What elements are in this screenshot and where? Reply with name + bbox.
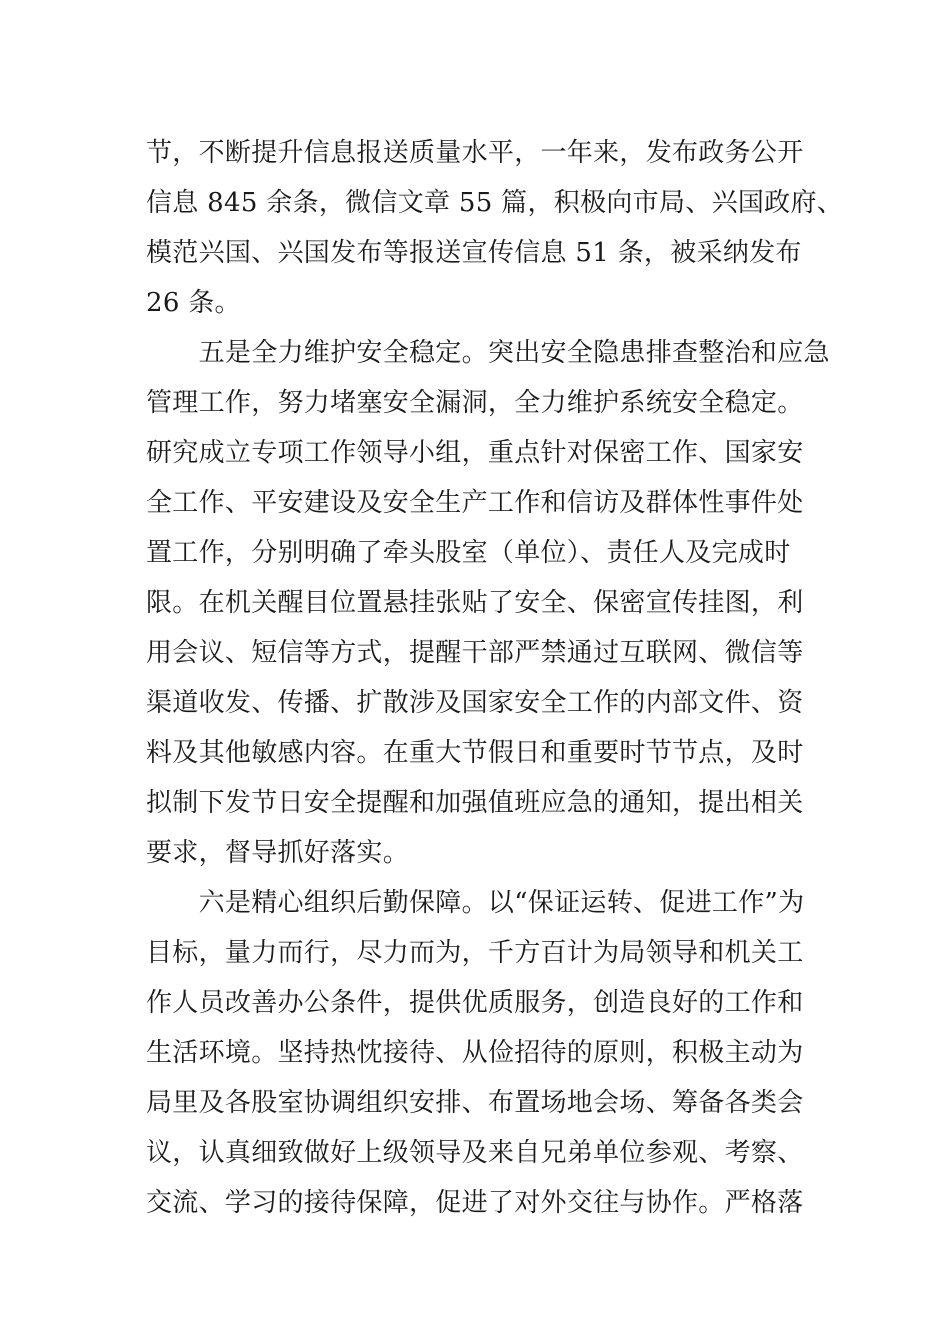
text-line: 信息 845 余条，微信文章 55 篇，积极向市局、兴国政府、 <box>146 188 844 218</box>
text-line: 管理工作，努力堵塞安全漏洞，全力维护系统安全稳定。 <box>146 388 804 418</box>
text-line: 作人员改善办公条件，提供优质服务，创造良好的工作和 <box>146 988 804 1018</box>
text-line: 用会议、短信等方式，提醒干部严禁通过互联网、微信等 <box>146 638 804 668</box>
text-line: 目标，量力而行，尽力而为，千方百计为局领导和机关工 <box>146 938 804 968</box>
text-line: 五是全力维护安全稳定。突出安全隐患排查整治和应急 <box>146 338 830 368</box>
text-line: 节，不断提升信息报送质量水平，一年来，发布政务公开 <box>146 138 804 168</box>
document-body <box>146 128 844 1228</box>
text-line: 研究成立专项工作领导小组，重点针对保密工作、国家安 <box>146 438 804 468</box>
text-line: 拟制下发节日安全提醒和加强值班应急的通知，提出相关 <box>146 788 804 818</box>
text-line: 议，认真细致做好上级领导及来自兄弟单位参观、考察、 <box>146 1138 804 1168</box>
text-line: 全工作、平安建设及安全生产工作和信访及群体性事件处 <box>146 488 804 518</box>
text-line: 模范兴国、兴国发布等报送宣传信息 51 条，被采纳发布 <box>146 238 802 268</box>
text-line: 局里及各股室协调组织安排、布置场地会场、筹备各类会 <box>146 1088 804 1118</box>
text-line: 26 条。 <box>146 288 241 318</box>
text-line: 料及其他敏感内容。在重大节假日和重要时节节点，及时 <box>146 738 804 768</box>
text-line: 交流、学习的接待保障，促进了对外交往与协作。严格落 <box>146 1188 804 1218</box>
text-line: 置工作，分别明确了牵头股室（单位）、责任人及完成时 <box>146 538 791 568</box>
text-line: 六是精心组织后勤保障。以“保证运转、促进工作”为 <box>146 888 805 918</box>
text-line: 要求，督导抓好落实。 <box>146 838 410 868</box>
text-line: 渠道收发、传播、扩散涉及国家安全工作的内部文件、资 <box>146 688 804 718</box>
text-line: 限。在机关醒目位置悬挂张贴了安全、保密宣传挂图，利 <box>146 588 804 618</box>
text-line: 生活环境。坚持热忱接待、从俭招待的原则，积极主动为 <box>146 1038 804 1068</box>
